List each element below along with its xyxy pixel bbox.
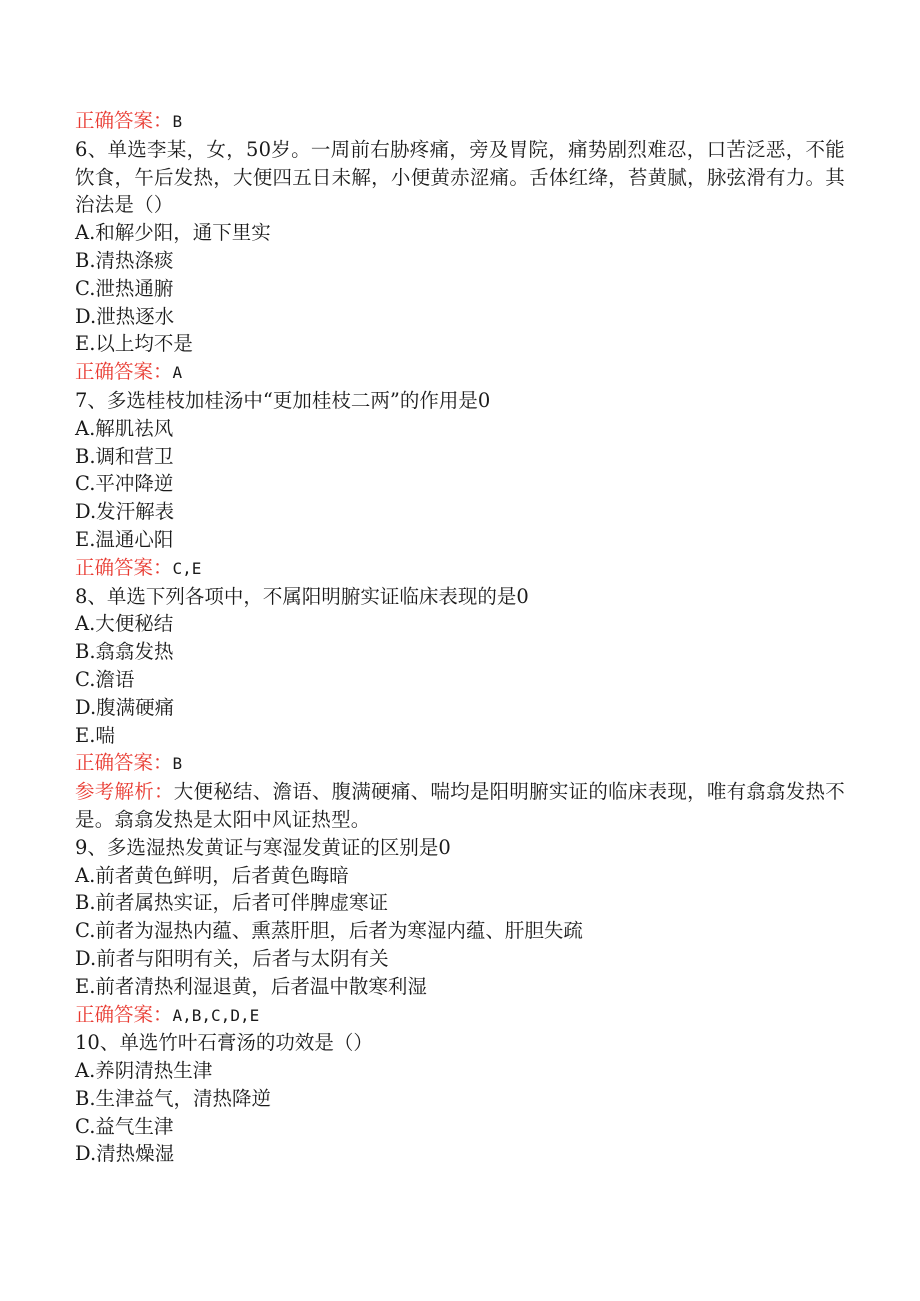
answer-label: 正确答案： [75, 555, 173, 579]
question-8-option-b: B.翕翕发热 [75, 640, 174, 664]
question-10-option-d: D.清热燥湿 [75, 1142, 175, 1166]
answer-line [75, 749, 845, 778]
question-7-text: 7、多选桂枝加桂汤中“更加桂枝二两”的作用是0 [75, 388, 491, 412]
question-10-option-a: A.养阴清热生津 [75, 1059, 213, 1083]
question-9-option-a: A.前者黄色鲜明，后者黄色晦暗 [75, 863, 349, 887]
question-10-option-b: B.生津益气，清热降逆 [75, 1086, 272, 1110]
analysis-paragraph [75, 778, 845, 834]
question-7-option-c: C.平冲降逆 [75, 472, 174, 496]
question-9-option-d: D.前者与阳明有关，后者与太阴有关 [75, 946, 389, 970]
question-8-option-d: D.腹满硬痛 [75, 695, 175, 719]
question-10-text: 10、单选竹叶石膏汤的功效是（） [75, 1031, 373, 1055]
question-8-option-e: E.喘 [75, 723, 115, 747]
answer-line [75, 358, 845, 387]
question-7-option-a: A.解肌祛风 [75, 416, 174, 440]
answer-label: 正确答案： [75, 1002, 173, 1026]
question-6-option-d: D.泄热逐水 [75, 304, 175, 328]
question-8-option-c: C.澹语 [75, 667, 135, 691]
question-6-option-e: E.以上均不是 [75, 332, 193, 356]
question-6-option-b: B.清热涤痰 [75, 248, 174, 272]
question-9-option-e: E.前者清热利湿退黄，后者温中散寒利湿 [75, 974, 427, 998]
question-9-text: 9、多选湿热发黄证与寒湿发黄证的区别是0 [75, 835, 451, 859]
analysis-label: 参考解析： [75, 780, 174, 804]
question-9-option-b: B.前者属热实证，后者可伴脾虚寒证 [75, 891, 389, 915]
answer-label: 正确答案： [75, 360, 173, 384]
question-6-option-a: A.和解少阳，通下里实 [75, 221, 271, 245]
question-7-option-e: E.温通心阳 [75, 527, 174, 551]
answer-line [75, 107, 845, 136]
document-page [75, 107, 845, 1168]
analysis-text: 大便秘结、澹语、腹满硬痛、喘均是阳明腑实证的临床表现，唯有翕翕发热不是。翕翕发热是太阳中风证热型。 [75, 780, 845, 831]
question-7-option-b: B.调和营卫 [75, 444, 174, 468]
question-6-option-c: C.泄热通腑 [75, 276, 174, 300]
question-9-option-c: C.前者为湿热内蕴、熏蒸肝胆，后者为寒湿内蕴、肝胆失疏 [75, 919, 583, 943]
answer-value: B [172, 112, 183, 131]
question-10-option-c: C.益气生津 [75, 1114, 174, 1138]
question-6-text: 6、单选李某，女，50岁。一周前右胁疼痛，旁及胃院，痛势剧烈难忍，口苦泛恶，不能饮食，午后发热，大便四五日未解，小便黄赤涩痛。舌体红绛，苔黄腻，脉弦滑有力。其治法是（） [75, 137, 845, 217]
question-8-text: 8、单选下列各项中，不属阳明腑实证临床表现的是0 [75, 584, 529, 608]
answer-label: 正确答案： [75, 751, 173, 775]
answer-value: A [172, 363, 183, 383]
question-7-option-d: D.发汗解表 [75, 500, 175, 524]
answer-value: A,B,C,D,E [172, 1005, 260, 1025]
answer-line [75, 1001, 845, 1030]
answer-line [75, 554, 845, 583]
question-8-option-a: A.大便秘结 [75, 612, 174, 636]
answer-label: 正确答案： [75, 109, 173, 132]
answer-value: C,E [172, 558, 202, 578]
answer-value: B [172, 754, 183, 774]
